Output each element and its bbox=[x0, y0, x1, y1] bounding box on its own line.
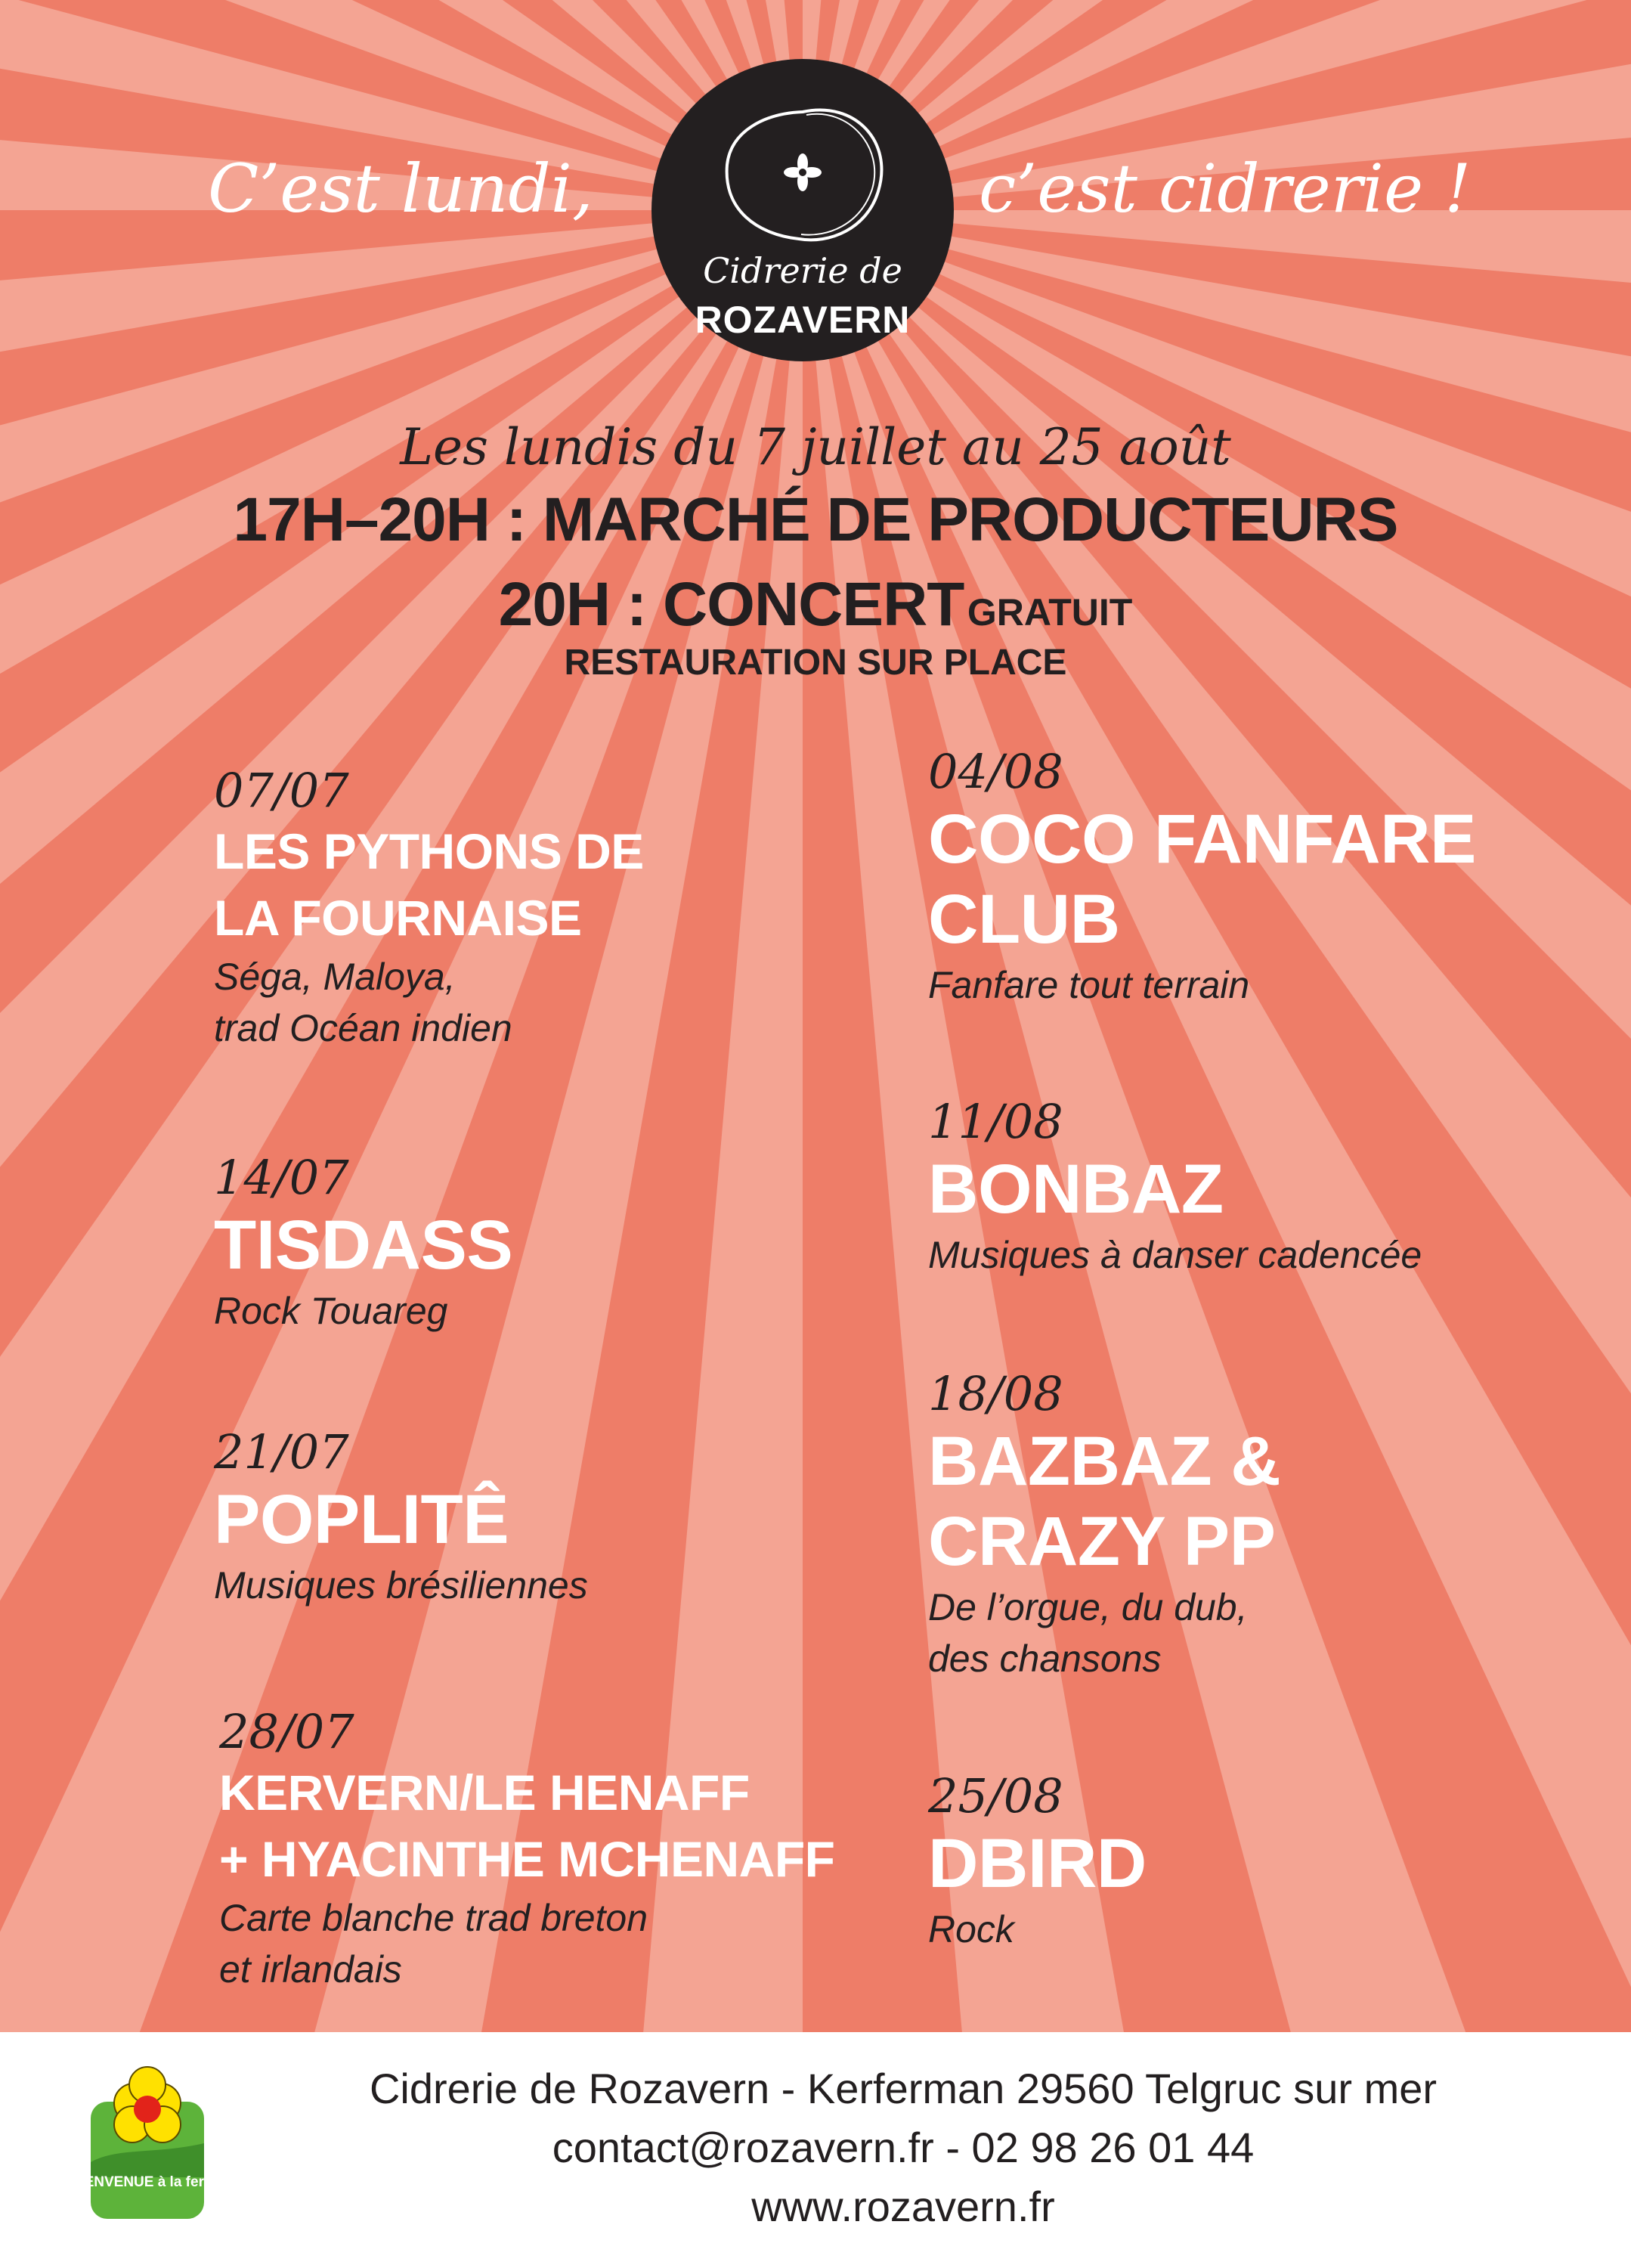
event-1108 bbox=[928, 1095, 1608, 1281]
event-genre: Rock Touareg bbox=[214, 1290, 448, 1332]
event-name-line-1: KERVERN/LE HENAFF bbox=[219, 1765, 750, 1820]
cidrerie-logo bbox=[651, 59, 954, 361]
event-name-line-2: CRAZY PP bbox=[928, 1503, 1276, 1580]
apple-blossom-icon bbox=[784, 153, 822, 191]
event-2807 bbox=[219, 1705, 899, 1995]
event-genre-line-1: Carte blanche trad breton bbox=[219, 1897, 648, 1939]
market-hours: 17H–20H : MARCHÉ DE PRODUCTEURS bbox=[233, 485, 1398, 554]
event-2508 bbox=[928, 1769, 1608, 1955]
event-genre: Musiques à danser cadencée bbox=[928, 1234, 1422, 1276]
concert-free-label: GRATUIT bbox=[967, 591, 1133, 634]
event-name: DBIRD bbox=[928, 1825, 1147, 1902]
event-genre: Fanfare tout terrain bbox=[928, 964, 1250, 1006]
event-name-line-1: BAZBAZ & bbox=[928, 1423, 1281, 1500]
event-1808 bbox=[928, 1367, 1608, 1684]
event-date: 11/08 bbox=[928, 1094, 1063, 1149]
event-date: 25/08 bbox=[928, 1768, 1063, 1823]
event-0707 bbox=[214, 764, 894, 1054]
footer-website[interactable]: www.rozavern.fr bbox=[751, 2183, 1055, 2230]
event-name-line-2: + HYACINTHE MCHENAFF bbox=[219, 1831, 835, 1887]
event-genre: Rock bbox=[928, 1908, 1014, 1950]
logo-name-text: ROZAVERN bbox=[695, 299, 911, 341]
season-dates: Les lundis du 7 juillet au 25 août bbox=[400, 418, 1231, 476]
footer bbox=[0, 2032, 1631, 2268]
event-0408 bbox=[928, 745, 1608, 1011]
event-name-line-2: CLUB bbox=[928, 881, 1120, 958]
event-date: 28/07 bbox=[219, 1704, 354, 1759]
event-2107 bbox=[214, 1425, 894, 1611]
flower-icon bbox=[114, 2067, 181, 2143]
event-date: 18/08 bbox=[928, 1366, 1063, 1421]
event-date: 07/07 bbox=[214, 763, 349, 818]
event-genre-line-2: trad Océan indien bbox=[214, 1007, 512, 1049]
footer-address: Cidrerie de Rozavern - Kerferman 29560 Telgruc sur mer bbox=[369, 2065, 1438, 2112]
event-name: TISDASS bbox=[214, 1207, 513, 1284]
concert-time: 20H : CONCERT bbox=[498, 570, 964, 639]
event-1407 bbox=[214, 1151, 894, 1337]
event-name-line-2: LA FOURNAISE bbox=[214, 890, 582, 946]
event-genre-line-1: De l’orgue, du dub, bbox=[928, 1586, 1248, 1628]
food-on-site: RESTAURATION SUR PLACE bbox=[564, 643, 1067, 683]
event-genre: Musiques brésiliennes bbox=[214, 1564, 588, 1606]
event-name-line-1: LES PYTHONS DE bbox=[214, 823, 644, 879]
event-name-line-1: COCO FANFARE bbox=[928, 801, 1476, 878]
bienvenue-a-la-ferme-logo bbox=[70, 2071, 225, 2223]
event-genre-line-2: des chansons bbox=[928, 1637, 1162, 1680]
event-date: 21/07 bbox=[214, 1424, 349, 1479]
footer-contact: contact@rozavern.fr - 02 98 26 01 44 bbox=[552, 2124, 1255, 2171]
badge-text: BIENVENUE à la ferme bbox=[70, 2174, 225, 2190]
event-genre-line-2: et irlandais bbox=[219, 1948, 402, 1991]
event-genre-line-1: Séga, Maloya, bbox=[214, 956, 456, 998]
slogan-right: c’est cidrerie ! bbox=[979, 150, 1472, 228]
event-name: BONBAZ bbox=[928, 1151, 1224, 1228]
logo-script-text: Cidrerie de bbox=[703, 250, 902, 291]
slogan-left: C’est lundi, bbox=[208, 150, 593, 228]
event-date: 14/07 bbox=[214, 1150, 349, 1205]
event-name: POPLITÊ bbox=[214, 1481, 509, 1558]
event-date: 04/08 bbox=[928, 744, 1063, 799]
